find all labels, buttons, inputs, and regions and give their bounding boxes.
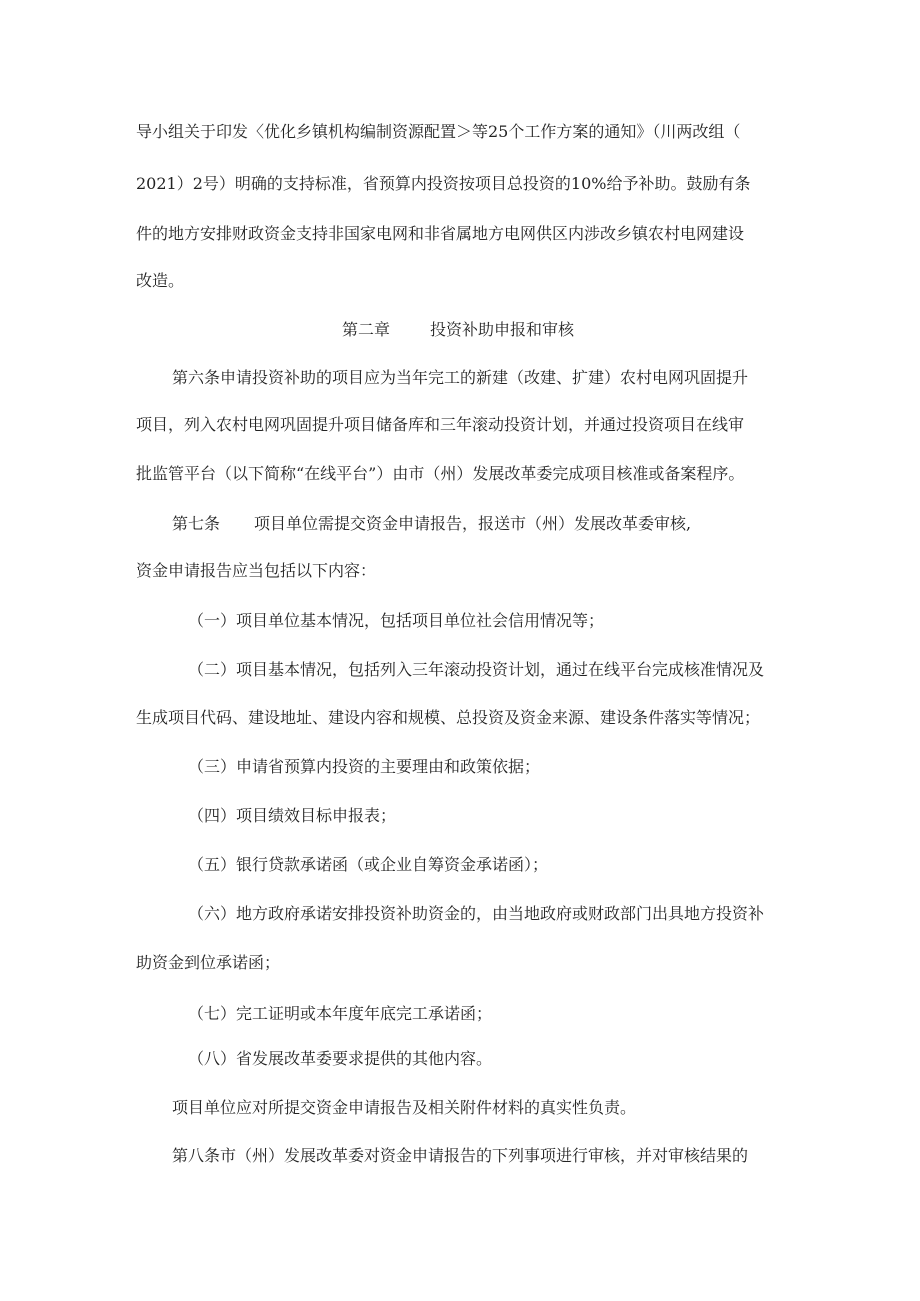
list-item-5: （五）银行贷款承诺函（或企业自筹资金承诺函）； xyxy=(188,855,549,874)
intro-line-4: 改造。 xyxy=(136,271,185,290)
intro-line-3: 件的地方安排财政资金支持非国家电网和非省属地方电网供区内涉改乡镇农村电网建设 xyxy=(136,224,745,243)
intro-line-1: 导小组关于印发〈优化乡镇机构编制资源配置＞等25个工作方案的通知》（川两改组（ xyxy=(136,122,741,141)
list-item-3: （三）申请省预算内投资的主要理由和政策依据； xyxy=(188,757,541,776)
list-item-2-line-2: 生成项目代码、建设地址、建设内容和规模、总投资及资金来源、建设条件落实等情况； xyxy=(136,708,761,727)
intro-line-2: 2021）2号）明确的支持标准，省预算内投资按项目总投资的10%给予补助。鼓励有条 xyxy=(136,174,751,193)
chapter-number: 第二章 xyxy=(342,320,391,339)
article6-line-1: 第六条申请投资补助的项目应为当年完工的新建（改建、扩建）农村电网巩固提升 xyxy=(172,368,749,387)
list-item-6-line-2: 助资金到位承诺函； xyxy=(136,953,281,972)
chapter-heading xyxy=(342,320,574,340)
article7-heading xyxy=(172,514,691,534)
article7-text: 项目单位需提交资金申请报告，报送市（州）发展改革委审核, xyxy=(254,514,692,533)
list-item-8: （八）省发展改革委要求提供的其他内容。 xyxy=(188,1049,493,1068)
article7-number: 第七条 xyxy=(172,514,221,533)
list-item-7: （七）完工证明或本年度年底完工承诺函； xyxy=(188,1004,493,1023)
article6-line-2: 项目，列入农村电网巩固提升项目储备库和三年滚动投资计划，并通过投资项目在线审 xyxy=(136,415,745,434)
article8-line-1: 第八条市（州）发展改革委对资金申请报告的下列事项进行审核，并对审核结果的 xyxy=(172,1146,749,1165)
chapter-title: 投资补助申报和审核 xyxy=(430,320,575,339)
list-item-1: （一）项目单位基本情况，包括项目单位社会信用情况等； xyxy=(188,611,605,630)
list-item-6-line-1: （六）地方政府承诺安排投资补助资金的，由当地政府或财政部门出具地方投资补 xyxy=(188,904,765,923)
responsibility-statement: 项目单位应对所提交资金申请报告及相关附件材料的真实性负责。 xyxy=(172,1098,637,1117)
list-item-2-line-1: （二）项目基本情况，包括列入三年滚动投资计划，通过在线平台完成核准情况及 xyxy=(188,660,765,679)
list-item-4: （四）项目绩效目标申报表； xyxy=(188,806,397,825)
article6-line-3: 批监管平台（以下简称“在线平台”）由市（州）发展改革委完成项目核准或备案程序。 xyxy=(136,464,745,483)
article7-continuation: 资金申请报告应当包括以下内容： xyxy=(136,561,377,580)
